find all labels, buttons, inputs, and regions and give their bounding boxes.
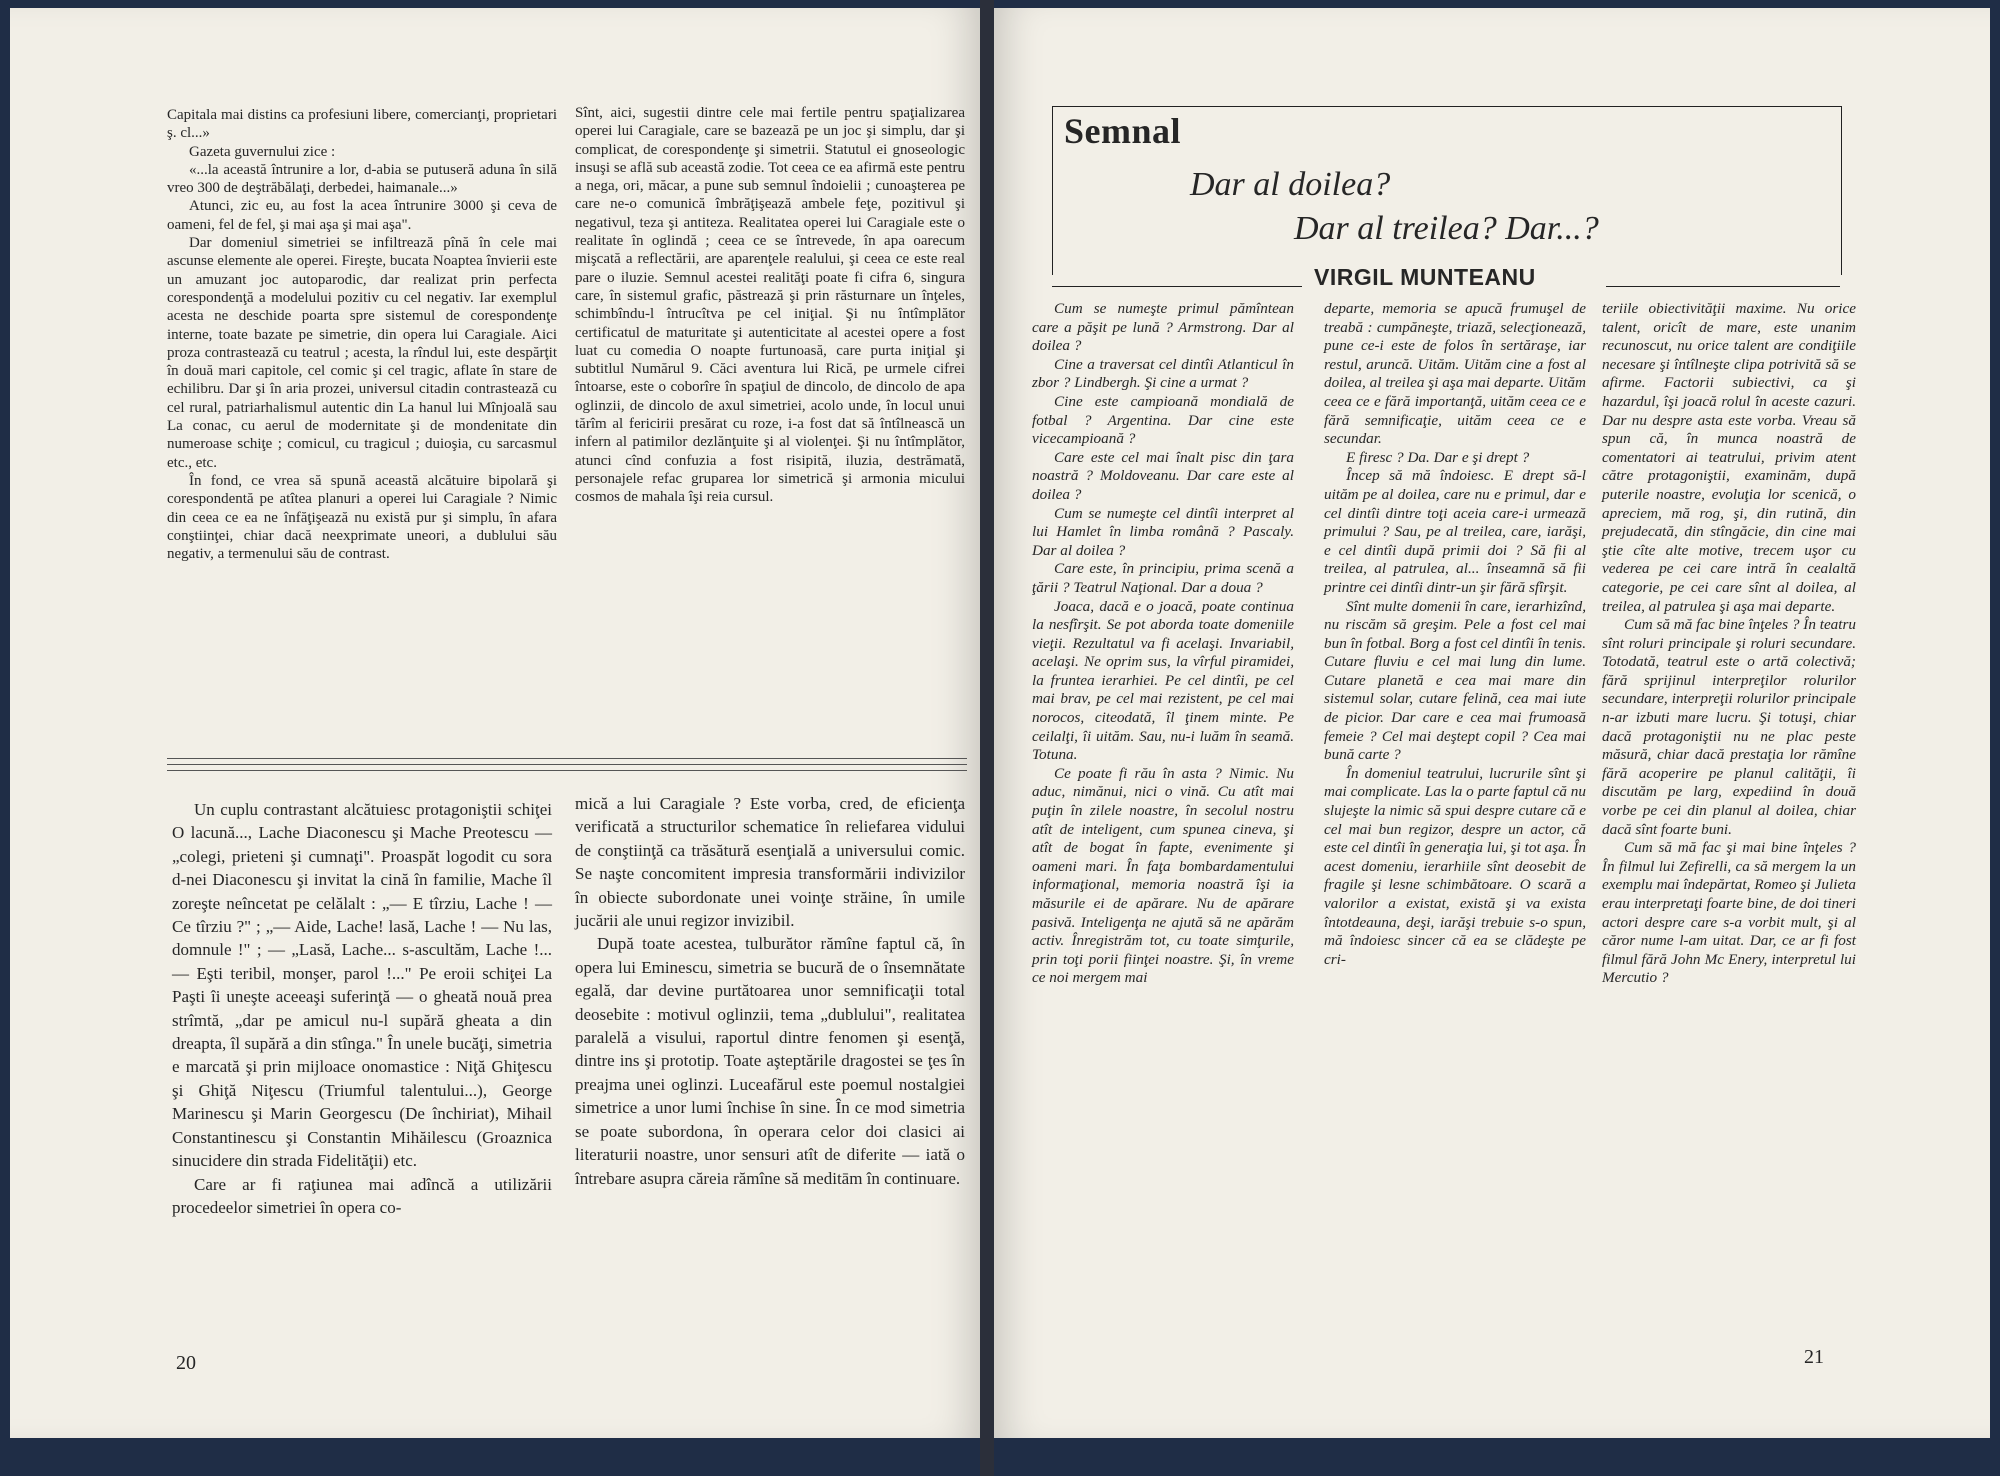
section-divider [167,764,967,765]
section-divider [167,770,967,771]
paragraph: În fond, ce vrea să spună această alcătuire bipolară şi corespondentă pe atîtea planuri a operei lui Caragiale ? Nimic din ceea ce ea ne înfăţişează nu există pur şi simplu, în afara conştiinţei, chiar dacă neexprimate uneori, a dublului său negativ, a termenului său de contrast. [167,472,557,563]
paragraph: Capitala mai distins ca profesiuni libere, comercianţi, proprietari ş. cl...» [167,107,557,142]
paragraph: Care este, în principiu, prima scenă a ţării ? Teatrul Naţional. Dar a doua ? [1032,560,1294,596]
paragraph: Cine a traversat cel dintîi Atlanticul în zbor ? Lindbergh. Şi cine a urmat ? [1032,355,1294,392]
paragraph: Dar domeniul simetriei se infiltrează pînă în cele mai ascunse elemente ale operei. Fireşte, bucata Noaptea învierii este un amuzant joc autoparodic, dar realizat prin perfecta corespondenţă a modelului pozitiv cu cel negativ. Iar exemplul acesta ne deschide poarta spre sistemul de corespondenţe interne, toate bazate pe simetrie, din opera lui Caragiale. Aici proza contrastează cu teatrul ; acesta, la rîndul lui, este despărţit în două mari capitole, cel comic şi cel tragic, aflate în stare de echilibru. Dar şi în aria prozei, universul citadin contrastează cu cel rural, patriarhalismul autentic din La hanul lui Mînjoală sau La conac, cu aerul de modernitate şi de mondenitate din numeroase schiţe ; comicul, cu tragicul ; duioşia, cu sarcasmul etc., etc. [167,235,557,471]
left-column-2-top [575,104,965,507]
paragraph: mică a lui Caragiale ? Este vorba, cred, de eficienţa verificată a structurilor schematice în reliefarea vidului de conştiinţă ca trăsătură esenţială a universului comic. Se naşte concomitent impresia transformării indivizilor în obiecte subordonate unei voinţe străine, în umile jucării ale unui regizor invizibil. [575,794,965,931]
paragraph: departe, memoria se apucă frumuşel de treabă : cumpăneşte, triază, selecţionează, pune ce-i este de folos în sertăraşe, iar restul, aruncă. Uităm. Uităm cine a fost al doilea, al treilea şi aşa mai departe. Uităm ceea ce e fără importanţă, uităm ceea ce e fără semnificaţie, uităm ceea ce e secundar. [1324,300,1586,448]
paragraph: Cum să mă fac şi mai bine înţeles ? În filmul lui Zefirelli, ca să mergem la un exemplu mai îndepărtat, Romeo şi Julieta erau interpretaţi foarte bine, de doi tineri actori despre care s-a vorbit mult, şi al căror nume l-am uitat. Dar, ce ar fi fost filmul fără John Mc Enery, interpretul lui Mercutio ? [1602,839,1856,987]
left-column-1-top [167,106,557,563]
article-title-line-1: Dar al doilea? [1190,166,1391,203]
left-page [10,8,980,1438]
page-number: 20 [176,1352,196,1374]
article-title-line-2: Dar al treilea? Dar...? [1294,210,1599,247]
right-column-3 [1602,300,1856,988]
paragraph: Un cuplu contrastant alcătuiesc protagoniştii schiţei O lacună..., Lache Diaconescu şi Mache Preotescu — „colegi, prieteni şi cumnaţi". Proaspăt logodit cu sora d-nei Diaconescu şi invitat la cină în familie, Mache îl zoreşte neîncetat pe celălalt : „— E tîrziu, Lache ! — Ce tîrziu ?" ; „— Aide, Lache! lasă, Lache ! — Nu las, domnule !" ; — „Lasă, Lache... s-ascultăm, Lache !... — Eşti teribil, monşer, parol !..." Pe eroii schiţei La Paşti îi uneşte aceeaşi suferinţă — o gheată nouă prea strîmtă, „dar pe amicul nu-l supără gheata a din dreapta, îl supără a din stînga." În unele bucăţi, simetria e marcată şi prin mijloace onomastice : Niţă Ghiţescu şi Ghiţă Niţescu (Triumful talentului...), George Marinescu şi Marin Georgescu (De închiriat), Mihail Constantinescu şi Constantin Mihăilescu (Groaznica sinucidere din strada Fidelităţii) etc. [172,800,552,1171]
left-column-2-bottom [575,792,965,1190]
paragraph: Joaca, dacă e o joacă, poate continua la nesfîrşit. Se pot aborda toate domeniile vieţii. Rezultatul va fi acelaşi. Invariabil, acelaşi. Ne oprim sus, la vîrful piramidei, la fruntea ierarhiei. Pe cel dintîi, pe cel mai brav, pe cel mai rezistent, pe cel mai norocos, citeodată, îl ţinem minte. Pe ceilalţi, îi uităm. Sau, nu-i luăm în seamă. Totuna. [1032,597,1294,764]
paragraph: Cum se numeşte cel dintîi interpret al lui Hamlet în limba română ? Pascaly. Dar al doilea ? [1032,504,1294,559]
paragraph: Cum să mă fac bine înţeles ? În teatru sînt roluri principale şi roluri secundare. Totodată, teatrul este o artă colectivă; fără sprijinul interpreţilor rolurilor secundare, interpreţii rolurilor principale n-ar izbuti mare lucru. Şi totuşi, chiar dacă protagoniştii nu ne plac peste măsură, chiar dacă prestaţia lor rămîne fără acoperire pe planul calităţii, îi discutăm pe larg, expediind în două vorbe pe cei din planul al doilea, chiar dacă sînt foarte buni. [1602,616,1857,838]
paragraph: După toate acestea, tulburător rămîne faptul că, în opera lui Eminescu, simetria se bucură de o însemnătate egală, dar devine purtătoarea unor semnificaţii total deosebite : motivul oglinzii, tema „dublului", realitatea paralelă a visului, raportul dintre fenomen şi esenţă, dintre ins şi prototip. Toate aşteptările dragostei se ţes în preajma unei oglinzi. Luceafărul este poemul nostalgiei simetrice a unor lumi închise în sine. În ce mod simetria se poate subordona, în operara celor doi clasici ai literaturii noastre, unor sensuri atît de diferite — iată o întrebare asupra căreia rămîne să meditām în continuare. [575,934,965,1188]
paragraph: Gazeta guvernului zice : [189,143,336,160]
paragraph: Încep să mă îndoiesc. E drept să-l uităm pe al doilea, care nu e primul, dar e cel dintîi dintre toţi aceia care-i urmează primului ? Sau, pe al treilea, care, iarăşi, e cel dintîi după primii doi ? Să fii al treilea, al patrulea, al... înseamnă să fii printre cei dintîi dintr-un şir fără sfîrşit. [1324,467,1586,596]
paragraph: Ce poate fi rău în asta ? Nimic. Nu aduc, nimănui, nici o vină. Cu atît mai puţin în zilele noastre, în secolul nostru atît de inteligent, cum spunea cineva, şi atît de bogat în fapte, evenimente şi oameni mari. În faţa bombardamentului informaţional, memoria noastră îşi ia măsurile ei de apărare. Nu de apărare pasivă. Inteligenţa ne ajută să ne apărăm activ. Înregistrăm tot, cu toate simţurile, prin toţi porii fiinţei noastre. Şi, în vreme ce noi mergem mai [1032,764,1294,987]
paragraph: Sînt multe domenii în care, ierarhizînd, nu riscăm să greşim. Pele a fost cel mai bun în fotbal. Borg a fost cel dintîi în tenis. Cutare fluviu e cel mai lung din lume. Cutare planetă e cea mai mare din sistemul solar, cutare felină, cea mai iute de picior. Dar care e cea mai frumoasă femeie ? Cel mai deştept copil ? Cea mai bună carte ? [1324,597,1586,764]
section-divider [167,758,967,759]
paragraph: Cum se numeşte primul pămîntean care a păşit pe lună ? Armstrong. Dar al doilea ? [1032,300,1294,355]
paragraph: «...la această întrunire a lor, d-abia se putuseră aduna în silă vreo 300 de deştrăbălaţi, derbedei, haimanale...» [167,161,557,197]
left-column-1-bottom [172,798,552,1219]
right-page [994,8,1990,1438]
paragraph: Care este cel mai înalt pisc din ţara noastră ? Moldoveanu. Dar care este al doilea ? [1032,448,1294,503]
section-title: Semnal [1064,111,1182,151]
paragraph: teriile obiectivităţii maxime. Nu orice talent, oricît de mare, este unanim recunoscut, nu orice talent are condiţiile necesare şi întîlneşte clipa potrivită să se afirme. Factorii subiectivi, ca şi hazardul, îşi joacă rolul în aceste cazuri. Dar nu despre asta este vorba. Vreau să spun că, în munca noastră de comentatori ai teatrului, privim atent cătrе protagoniştii, examinăm, după puterile noastre, evoluţia lor scenică, o apreciem, mă rog, şi, din rutină, din prejudecată, din stîngăcie, din cine mai ştie cîte alte motive, trecem uşor cu vederea pe cei care intră în cealaltă categorie, pe cei care sînt al doilea, al treilea, al patrulea şi aşa mai departe. [1602,300,1856,615]
author-name: VIRGIL MUNTEANU [1304,264,1546,291]
page-number: 21 [1804,1346,1824,1368]
paragraph: Atunci, zic eu, au fost la acea întrunire 3000 şi ceva de oameni, fel de fel, şi mai aşa şi mai aşa". [167,198,557,233]
paragraph: E firesc ? Da. Dar e şi drept ? [1346,448,1530,466]
author-rule-right [1606,286,1840,287]
paragraph: Care ar fi raţiunea mai adîncă a utilizării procedeelor simetriei în opera co- [172,1174,552,1217]
paragraph: În domeniul teatrului, lucrurile sînt şi mai complicate. Las la o parte faptul că nu slujeşte la nimic să spui despre cutare că e cel mai bun regizor, despre un actor, că este cel dintîi în generaţia lui, şi tot aşa. În acest domeniu, ierarhiile sînt deosebit de fragile şi lesne schimbătoare. O scară a valorilor a existat, există şi va exista întotdeauna, deşi, iarăşi trebuie s-o spun, mă îndoiesc sincer că ea se clădeşte pe cri- [1324,764,1586,968]
right-column-2 [1324,300,1586,969]
book-gutter [980,0,994,1476]
paragraph: Sînt, aici, sugestii dintre cele mai fertile pentru spaţializarea operei lui Caragiale, care se bazează pe un joc şi simplu, dar şi complicat, de corespondenţe şi simetrii. Statutul ei gnoseologic insuşi se află sub această zodie. Tot ceea ce ea afirmă este pentru a nega, ori, măcar, a pune sub semnul îndoielii ; cunoaşterea pe care ne-o comunică îmbrăţişează ambele feţe, pozitivul şi negativul, teza şi antiteza. Realitatea operei lui Caragiale este o realitate în oglindă ; ceea ce se întrevede, în apa oarecum mişcată a reflectării, are aparenţele realului, şi ceea ce este real pare o iluzie. Semnul acestei realităţi poate fi cifra 6, singura care, în sistemul grafic, păstrează şi prin răsturnare un înţeles, schimbîndu-l întrucîtva pe cel iniţial. Şi nu întîmplător certificatul de maturitate şi autenticitate al acestei opere a fost luat cu comedia O noapte furtunoasă, care purta iniţial şi subtitlul Numărul 9. Căci aventura lui Rică, pe urmele cifrei întoarse, este o coborîre în spaţiul de dincolo, de dincolo de apa oglinzii, de dincolo de axul simetriei, acolo unde, în locul unui tărîm al fericirii presărat cu roze, i-a fost dat să întîlnească un infern al patimilor dezlănţuite şi al violenţei. Şi nu întîmplător, atunci cînd confuzia a fost risipită, iluzia, destrămată, personajele refac gruparea lor simetrică şi armonia micului cosmos de mahala îşi reia cursul. [575,105,965,506]
paragraph: Cine este campioană mondială de fotbal ? Argentina. Dar cine este vicecampioană ? [1032,392,1294,448]
right-column-1 [1032,300,1294,988]
author-rule-left [1052,286,1302,287]
